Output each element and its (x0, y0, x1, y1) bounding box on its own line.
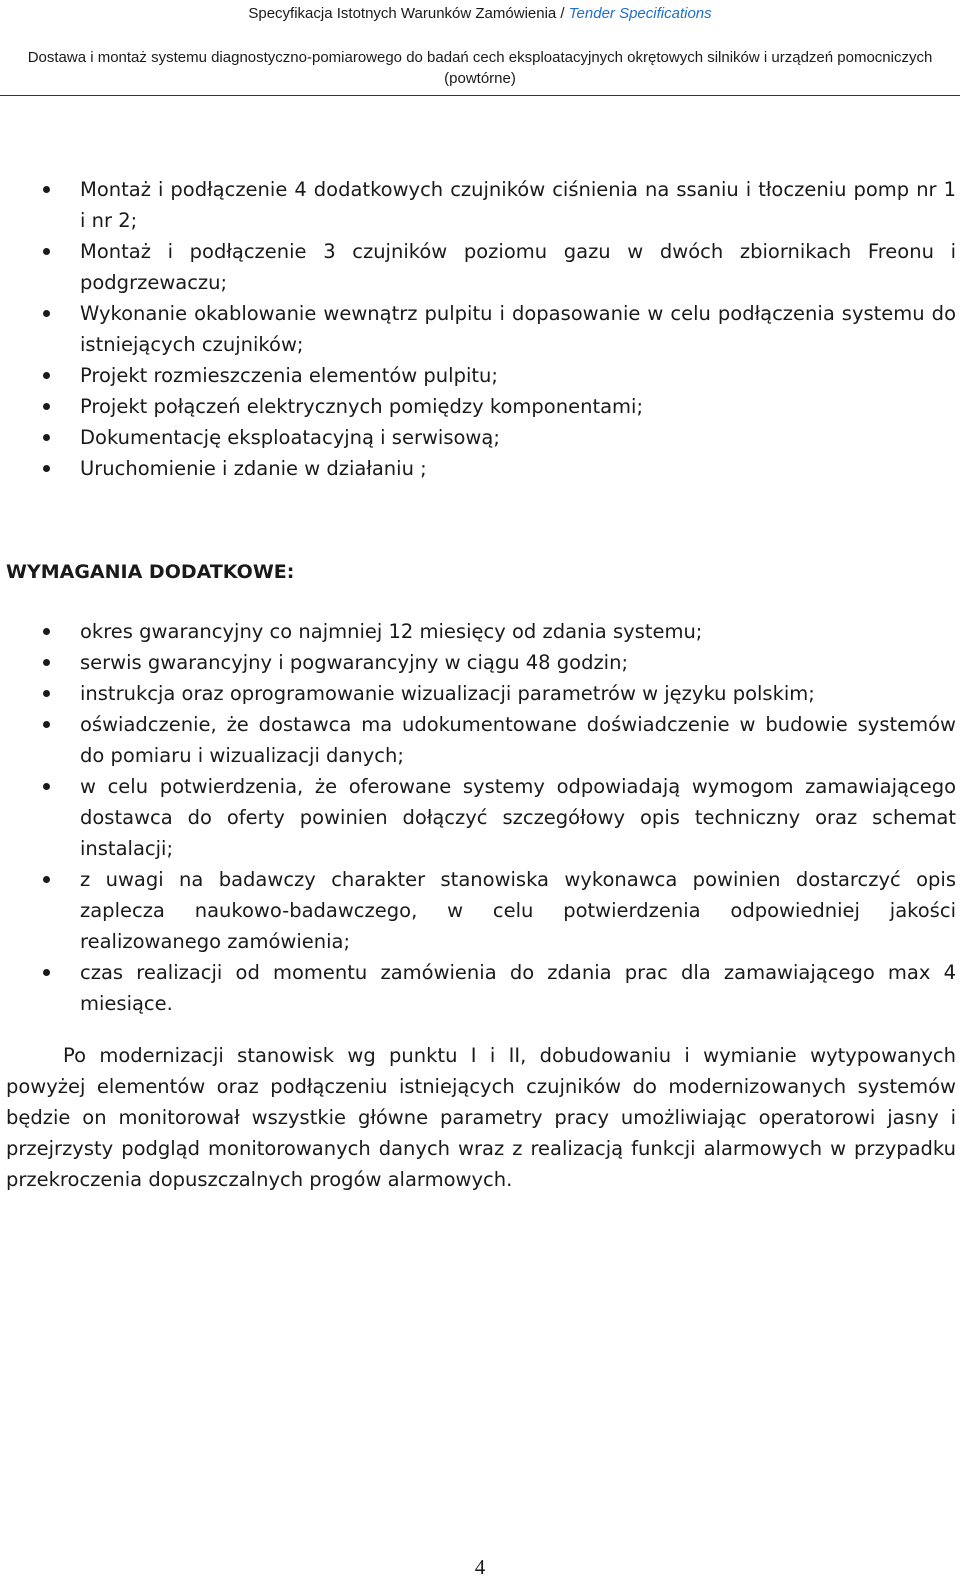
list-item (0, 864, 960, 957)
list-item-text: Montaż i podłączenie 4 dodatkowych czujników ciśnienia na ssaniu i tłoczeniu pomp nr 1 i nr 2; (80, 178, 956, 232)
list-item-text: oświadczenie, że dostawca ma udokumentowane doświadczenie w budowie systemów do pomiaru i wizualizacji danych; (80, 713, 956, 767)
document-title (0, 4, 960, 24)
list-item (0, 453, 960, 484)
list-item (0, 236, 960, 298)
bullet-icon (43, 969, 50, 976)
bullet-icon (43, 372, 50, 379)
list-item (0, 709, 960, 771)
list-item (0, 422, 960, 453)
list-item-text: Wykonanie okablowanie wewnątrz pulpitu i dopasowanie w celu podłączenia systemu do istniejących czujników; (80, 302, 956, 356)
bullet-icon (43, 628, 50, 635)
scope-list (0, 174, 960, 484)
list-item (0, 298, 960, 360)
bullet-icon (43, 690, 50, 697)
list-item-text: okres gwarancyjny co najmniej 12 miesięcy od zdania systemu; (80, 620, 703, 643)
list-item-text: Dokumentację eksploatacyjną i serwisową; (80, 426, 500, 449)
bullet-icon (43, 403, 50, 410)
list-item (0, 647, 960, 678)
list-item-text: Projekt połączeń elektrycznych pomiędzy komponentami; (80, 395, 644, 418)
page-number: 4 (474, 1555, 486, 1579)
bullet-icon (43, 186, 50, 193)
list-item (0, 360, 960, 391)
bullet-icon (43, 876, 50, 883)
bullet-icon (43, 434, 50, 441)
document-title-en: Tender Specifications (568, 5, 712, 22)
list-item-text: Uruchomienie i zdanie w działaniu ; (80, 457, 427, 480)
additional-requirements-list (0, 616, 960, 1019)
bullet-icon (43, 659, 50, 666)
bullet-icon (43, 783, 50, 790)
bullet-icon (43, 721, 50, 728)
list-item-text: instrukcja oraz oprogramowanie wizualizacji parametrów w języku polskim; (80, 682, 815, 705)
list-item (0, 678, 960, 709)
list-item-text: serwis gwarancyjny i pogwarancyjny w ciągu 48 godzin; (80, 651, 629, 674)
bullet-icon (43, 465, 50, 472)
list-item-text: czas realizacji od momentu zamówienia do zdania prac dla zamawiającego max 4 miesiące. (80, 961, 956, 1015)
list-item-text: z uwagi na badawczy charakter stanowiska wykonawca powinien dostarczyć opis zaplecza naukowo-badawczego, w celu potwierdzenia odpowiedniej jakości realizowanego zamówienia; (80, 868, 956, 953)
bullet-icon (43, 310, 50, 317)
list-item-text: Montaż i podłączenie 3 czujników poziomu gazu w dwóch zbiornikach Freonu i podgrzewaczu; (80, 240, 956, 294)
list-item-text: w celu potwierdzenia, że oferowane systemy odpowiadają wymogom zamawiającego dostawca do oferty powinien dołączyć szczegółowy opis techniczny oraz schemat instalacji; (80, 775, 956, 860)
closing-paragraph: Po modernizacji stanowisk wg punktu I i II, dobudowaniu i wymianie wytypowanych powyżej elementów oraz podłączeniu istniejących czujników do modernizowanych systemów będzie on monitorował wszystkie główne parametry pracy umożliwiając operatorowi jasny i przejrzysty podgląd monitorowanych danych wraz z realizacją funkcji alarmowych w przypadku przekroczenia dopuszczalnych progów alarmowych. (6, 1044, 956, 1191)
header-divider (0, 95, 960, 96)
list-item (0, 616, 960, 647)
list-item (0, 771, 960, 864)
bullet-icon (43, 248, 50, 255)
section-heading: WYMAGANIA DODATKOWE: (6, 561, 295, 583)
list-item-text: Projekt rozmieszczenia elementów pulpitu; (80, 364, 498, 387)
list-item (0, 957, 960, 1019)
document-subtitle: Dostawa i montaż systemu diagnostyczno-pomiarowego do badań cech eksploatacyjnych okrętowych silników i urządzeń pomocniczych (powtórne) (27, 49, 933, 87)
document-title-pl: Specyfikacja Istotnych Warunków Zamówienia / (248, 5, 569, 22)
list-item (0, 174, 960, 236)
list-item (0, 391, 960, 422)
